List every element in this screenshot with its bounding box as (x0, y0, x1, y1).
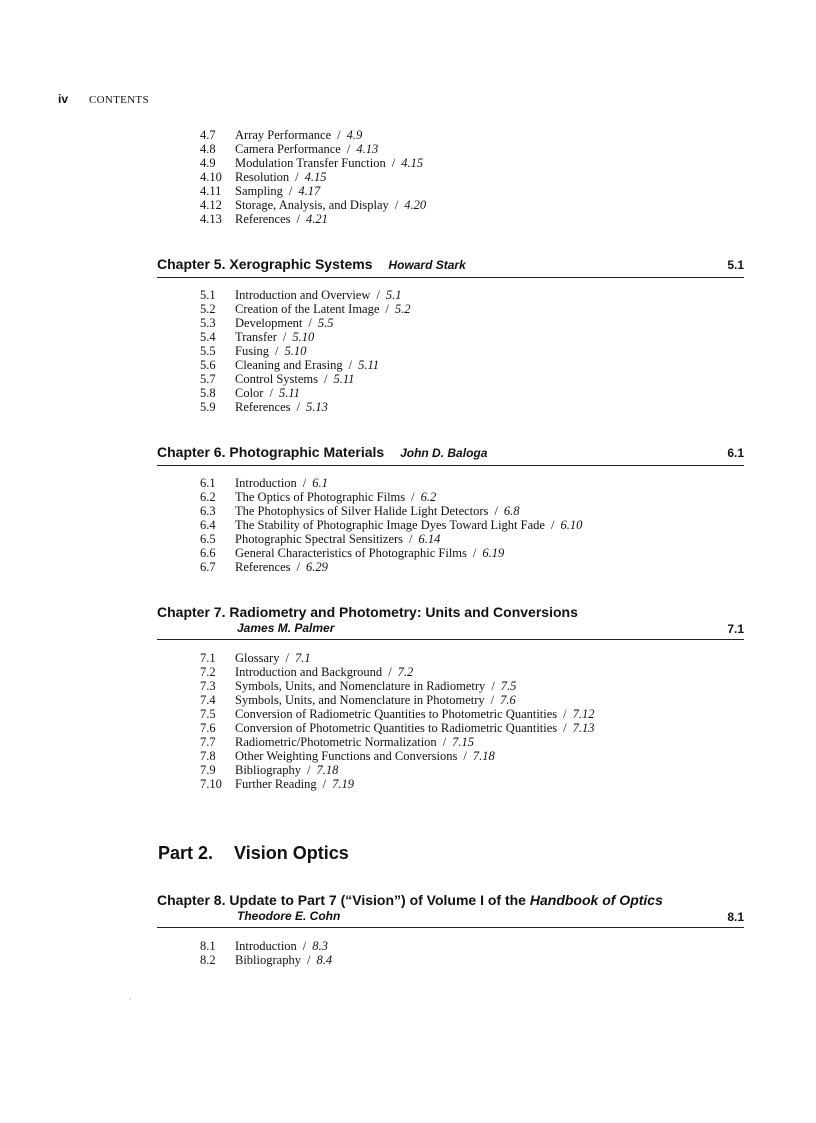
chapter-title: Photographic Materials (229, 444, 385, 460)
toc-entry (200, 939, 332, 953)
toc-entry (200, 560, 582, 574)
part-heading (158, 843, 349, 864)
page-separator: / (442, 735, 447, 749)
section-page: 5.10 (292, 330, 315, 344)
section-number: 5.7 (200, 372, 216, 386)
section-page: 4.9 (346, 128, 363, 142)
toc-entry (200, 288, 411, 302)
section-page: 5.11 (278, 386, 300, 400)
section-number: 7.8 (200, 749, 216, 763)
section-title: Creation of the Latent Image (235, 302, 380, 316)
section-page: 7.19 (332, 777, 354, 791)
chapter-title-prefix: Update to Part 7 (“Vision”) of Volume I of the (229, 892, 530, 908)
section-page: 7.5 (500, 679, 517, 693)
toc-entry (200, 777, 595, 791)
page-separator: / (563, 721, 567, 735)
section-title: Introduction (235, 476, 297, 490)
chapter-page: 7.1 (727, 622, 744, 636)
section-title: Camera Performance (235, 142, 341, 156)
section-title: Color (235, 386, 264, 400)
toc-entry (200, 953, 332, 967)
section-number: 7.9 (200, 763, 216, 777)
page-separator: / (324, 372, 328, 386)
section-page: 6.29 (306, 560, 328, 574)
page-separator: / (282, 330, 287, 344)
section-number: 7.2 (200, 665, 216, 679)
section-page: 6.10 (560, 518, 583, 532)
page-separator: / (391, 156, 396, 170)
section-page: 5.10 (284, 344, 307, 358)
section-title: References (235, 400, 291, 414)
toc-entry (200, 316, 411, 330)
section-title: The Optics of Photographic Films (235, 490, 406, 504)
section-title: Sampling (235, 184, 283, 198)
section-page: 7.1 (294, 651, 311, 665)
page-separator: / (306, 763, 311, 777)
page-separator: / (337, 128, 341, 142)
section-number: 5.1 (200, 288, 216, 302)
section-number: 6.7 (200, 560, 216, 574)
section-number: 5.9 (200, 400, 216, 414)
chapter-label: Chapter 8. (157, 892, 226, 908)
running-title: CONTENTS (89, 94, 149, 106)
page-number: iv (58, 92, 69, 106)
chapter-page: 6.1 (727, 446, 744, 460)
toc-entry (200, 490, 582, 504)
section-title: Introduction and Overview (235, 288, 371, 302)
page-separator: / (491, 679, 495, 693)
section-page: 7.13 (572, 721, 595, 735)
chapter-8-entries (200, 939, 332, 967)
section-title: Glossary (235, 651, 280, 665)
section-number: 6.5 (200, 532, 216, 546)
section-page: 5.11 (358, 358, 380, 372)
toc-entry (200, 476, 582, 490)
page-separator: / (302, 939, 307, 953)
section-number: 7.7 (200, 735, 216, 749)
section-page: 5.5 (317, 316, 334, 330)
section-title: The Stability of Photographic Image Dyes Toward Light Fade (235, 518, 545, 532)
section-title: Control Systems (235, 372, 318, 386)
section-title: Modulation Transfer Function (235, 156, 386, 170)
chapter-title: Radiometry and Photometry: Units and Conversions (229, 604, 578, 620)
section-number: 4.12 (200, 198, 222, 212)
page-separator: / (285, 651, 289, 665)
page-separator: / (322, 777, 327, 791)
section-page: 5.13 (306, 400, 328, 414)
page-separator: / (490, 693, 495, 707)
section-number: 4.7 (200, 128, 216, 142)
toc-entry (200, 532, 582, 546)
section-title: General Characteristics of Photographic Films (235, 546, 467, 560)
section-number: 4.8 (200, 142, 216, 156)
toc-entry (200, 212, 426, 226)
section-title: Transfer (235, 330, 277, 344)
chapter-7-heading (157, 604, 744, 642)
chapter-6-entries (200, 476, 582, 574)
chapter-page: 8.1 (727, 910, 744, 924)
section-page: 5.2 (394, 302, 411, 316)
section-page: 6.1 (312, 476, 328, 490)
section-title: Other Weighting Functions and Conversions (235, 749, 458, 763)
chapter-author: James M. Palmer (237, 621, 335, 635)
part-title: Vision Optics (234, 843, 349, 863)
page-separator: / (348, 358, 353, 372)
section-page: 7.18 (472, 749, 495, 763)
section-number: 6.3 (200, 504, 216, 518)
page-separator: / (394, 198, 399, 212)
toc-entry (200, 344, 411, 358)
section-number: 7.4 (200, 693, 216, 707)
section-title: Bibliography (235, 763, 301, 777)
toc-entry (200, 707, 595, 721)
running-head (58, 92, 149, 107)
section-number: 7.10 (200, 777, 222, 791)
toc-entry (200, 142, 426, 156)
section-page: 8.3 (312, 939, 328, 953)
page-separator: / (295, 170, 299, 184)
toc-entry (200, 651, 595, 665)
page-separator: / (269, 386, 273, 400)
section-page: 6.2 (420, 490, 437, 504)
section-title: Fusing (235, 344, 270, 358)
section-title: Symbols, Units, and Nomenclature in Photometry (235, 693, 485, 707)
section-title: Photographic Spectral Sensitizers (235, 532, 404, 546)
page-separator: / (302, 476, 307, 490)
section-title: The Photophysics of Silver Halide Light Detectors (235, 504, 489, 518)
section-page: 4.15 (401, 156, 424, 170)
section-title: Further Reading (235, 777, 317, 791)
toc-entry (200, 400, 411, 414)
page-separator: / (494, 504, 498, 518)
section-page: 7.2 (397, 665, 414, 679)
section-number: 5.4 (200, 330, 216, 344)
section-page: 5.1 (385, 288, 402, 302)
toc-entry (200, 721, 595, 735)
page-separator: / (472, 546, 477, 560)
toc-entry (200, 518, 582, 532)
chapter-label: Chapter 5. (157, 256, 226, 272)
toc-entry (200, 386, 411, 400)
section-page: 7.15 (452, 735, 475, 749)
section-page: 6.14 (418, 532, 441, 546)
page-separator: / (346, 142, 351, 156)
toc-entry (200, 330, 411, 344)
section-number: 7.3 (200, 679, 216, 693)
page-separator: / (296, 212, 301, 226)
section-page: 7.6 (500, 693, 516, 707)
toc-entry (200, 128, 426, 142)
page-separator: / (308, 316, 312, 330)
section-page: 6.19 (482, 546, 505, 560)
section-page: 8.4 (316, 953, 333, 967)
section-title: References (235, 560, 291, 574)
section-number: 4.9 (200, 156, 216, 170)
section-number: 7.6 (200, 721, 216, 735)
toc-entry (200, 735, 595, 749)
section-page: 7.12 (572, 707, 595, 721)
toc-entry (200, 546, 582, 560)
page-separator: / (388, 665, 392, 679)
section-title: Conversion of Photometric Quantities to Radiometric Quantities (235, 721, 558, 735)
section-title: Development (235, 316, 303, 330)
chapter-rule (157, 927, 744, 928)
page-separator: / (563, 707, 567, 721)
page-separator: / (385, 302, 389, 316)
page-separator: / (288, 184, 293, 198)
section-title: Radiometric/Photometric Normalization (235, 735, 437, 749)
toc-entry (200, 156, 426, 170)
page-separator: / (296, 400, 301, 414)
section-title: Array Performance (235, 128, 332, 142)
section-number: 8.1 (200, 939, 216, 953)
page-separator: / (463, 749, 467, 763)
section-number: 7.5 (200, 707, 216, 721)
chapter-7-entries (200, 651, 595, 791)
section-title: Symbols, Units, and Nomenclature in Radiometry (235, 679, 486, 693)
section-number: 6.4 (200, 518, 216, 532)
toc-entry (200, 198, 426, 212)
toc-entry (200, 302, 411, 316)
page-separator: / (306, 953, 311, 967)
chapter-page: 5.1 (727, 258, 744, 272)
chapter-4-entries (200, 128, 426, 226)
section-page: 4.20 (404, 198, 427, 212)
part-label: Part 2. (158, 843, 214, 863)
toc-entry (200, 693, 595, 707)
section-title: Conversion of Radiometric Quantities to Photometric Quantities (235, 707, 558, 721)
chapter-rule (157, 639, 744, 640)
page-separator: / (411, 490, 415, 504)
section-title: References (235, 212, 291, 226)
section-number: 6.2 (200, 490, 216, 504)
chapter-8-heading (157, 892, 744, 930)
section-title: Bibliography (235, 953, 301, 967)
chapter-6-heading (157, 444, 744, 468)
page-separator: / (296, 560, 301, 574)
chapter-5-heading (157, 256, 744, 280)
section-title: Resolution (235, 170, 290, 184)
section-number: 4.10 (200, 170, 222, 184)
section-number: 4.13 (200, 212, 222, 226)
chapter-author: Theodore E. Cohn (237, 909, 341, 923)
section-number: 5.6 (200, 358, 216, 372)
toc-entry (200, 504, 582, 518)
section-title: Storage, Analysis, and Display (235, 198, 389, 212)
toc-entry (200, 358, 411, 372)
section-page: 4.17 (298, 184, 321, 198)
section-page: 5.11 (333, 372, 355, 386)
scan-speck: ´ (128, 998, 132, 1007)
section-page: 4.13 (356, 142, 379, 156)
page-separator: / (376, 288, 380, 302)
section-page: 4.21 (306, 212, 328, 226)
section-number: 7.1 (200, 651, 216, 665)
chapter-label: Chapter 6. (157, 444, 226, 460)
section-number: 5.2 (200, 302, 216, 316)
chapter-label: Chapter 7. (157, 604, 226, 620)
section-title: Introduction (235, 939, 297, 953)
page-separator: / (550, 518, 555, 532)
section-title: Cleaning and Erasing (235, 358, 343, 372)
toc-entry (200, 763, 595, 777)
page-separator: / (409, 532, 413, 546)
section-number: 5.3 (200, 316, 216, 330)
chapter-author: John D. Baloga (400, 446, 488, 460)
chapter-5-entries (200, 288, 411, 414)
section-title: Introduction and Background (235, 665, 383, 679)
chapter-title-italic: Handbook of Optics (529, 892, 663, 908)
section-number: 6.1 (200, 476, 216, 490)
chapter-rule (157, 465, 744, 466)
toc-entry (200, 749, 595, 763)
section-number: 4.11 (200, 184, 222, 198)
chapter-rule (157, 277, 744, 278)
section-page: 4.15 (304, 170, 327, 184)
section-number: 6.6 (200, 546, 216, 560)
toc-entry (200, 679, 595, 693)
toc-entry (200, 665, 595, 679)
chapter-author: Howard Stark (388, 258, 466, 272)
page-separator: / (275, 344, 279, 358)
chapter-title: Xerographic Systems (229, 256, 373, 272)
toc-entry (200, 170, 426, 184)
toc-entry (200, 372, 411, 386)
section-page: 6.8 (503, 504, 520, 518)
section-number: 8.2 (200, 953, 216, 967)
section-number: 5.8 (200, 386, 216, 400)
toc-entry (200, 184, 426, 198)
section-number: 5.5 (200, 344, 216, 358)
section-page: 7.18 (316, 763, 339, 777)
